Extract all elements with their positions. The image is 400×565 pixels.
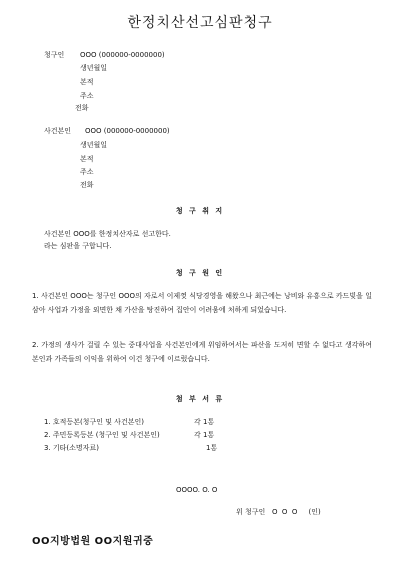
reason-heading: 청 구 원 인: [175, 269, 225, 277]
document-title: 한정치산선고심판청구: [127, 15, 273, 31]
claimant-address: 주소: [80, 92, 94, 100]
attachment-count-3: 1통: [206, 444, 218, 452]
filing-date: OOOO. O. O: [176, 486, 218, 494]
court-name: OO지방법원 OO지원귀중: [32, 536, 154, 547]
subject-birthdate: 생년월일: [80, 141, 108, 149]
attachments-heading: 첨 부 서 류: [175, 395, 225, 403]
claimant-phone: 전화: [75, 104, 89, 112]
subject-phone: 전화: [80, 181, 94, 189]
reason-paragraph-2: 2. 가정의 생사가 걸릴 수 있는 중대사업을 사건본인에게 위임하여서는 파산을 도저히 면할 수 없다고 생각하여 본인과 가족들의 이익을 위하여 이건 청구에 이르렀습니다.: [32, 341, 372, 363]
attachment-item-1: 1. 호적등본(청구인 및 사건본인): [44, 418, 144, 426]
attachment-count-1: 각 1통: [194, 418, 215, 426]
claimant-signature: 위 청구인 O O O (인): [236, 508, 321, 516]
attachment-item-2: 2. 주민등록등본 (청구인 및 사건본인): [44, 431, 160, 439]
attachment-count-2: 각 1통: [194, 431, 215, 439]
subject-domicile: 본적: [80, 155, 94, 163]
claimant-birthdate: 생년월일: [80, 64, 108, 72]
subject-address: 주소: [80, 168, 94, 176]
attachment-item-3: 3. 기타(소명자료): [44, 444, 99, 452]
purpose-heading: 청 구 취 지: [175, 207, 225, 215]
claimant-label: 청구인: [44, 51, 65, 59]
reason-paragraph-1: 1. 사건본인 OOO는 청구인 OOO의 자로서 이제껏 식당경영을 해왔으나 최근에는 낭비와 유흥으로 카드빚을 일삼아 사업과 가정을 외면한 채 가산을 탕진하여 집안이 어려움에 처하게 되었습니다.: [32, 292, 372, 314]
claimant-value: OOO (000000-0000000): [80, 51, 165, 59]
purpose-line-2: 라는 심판을 구합니다.: [44, 242, 112, 250]
claimant-domicile: 본적: [80, 78, 94, 86]
subject-label: 사건본인: [44, 127, 72, 135]
subject-value: OOO (000000-0000000): [85, 127, 170, 135]
purpose-line-1: 사건본인 OOO를 한정치산자로 선고한다.: [44, 230, 171, 238]
